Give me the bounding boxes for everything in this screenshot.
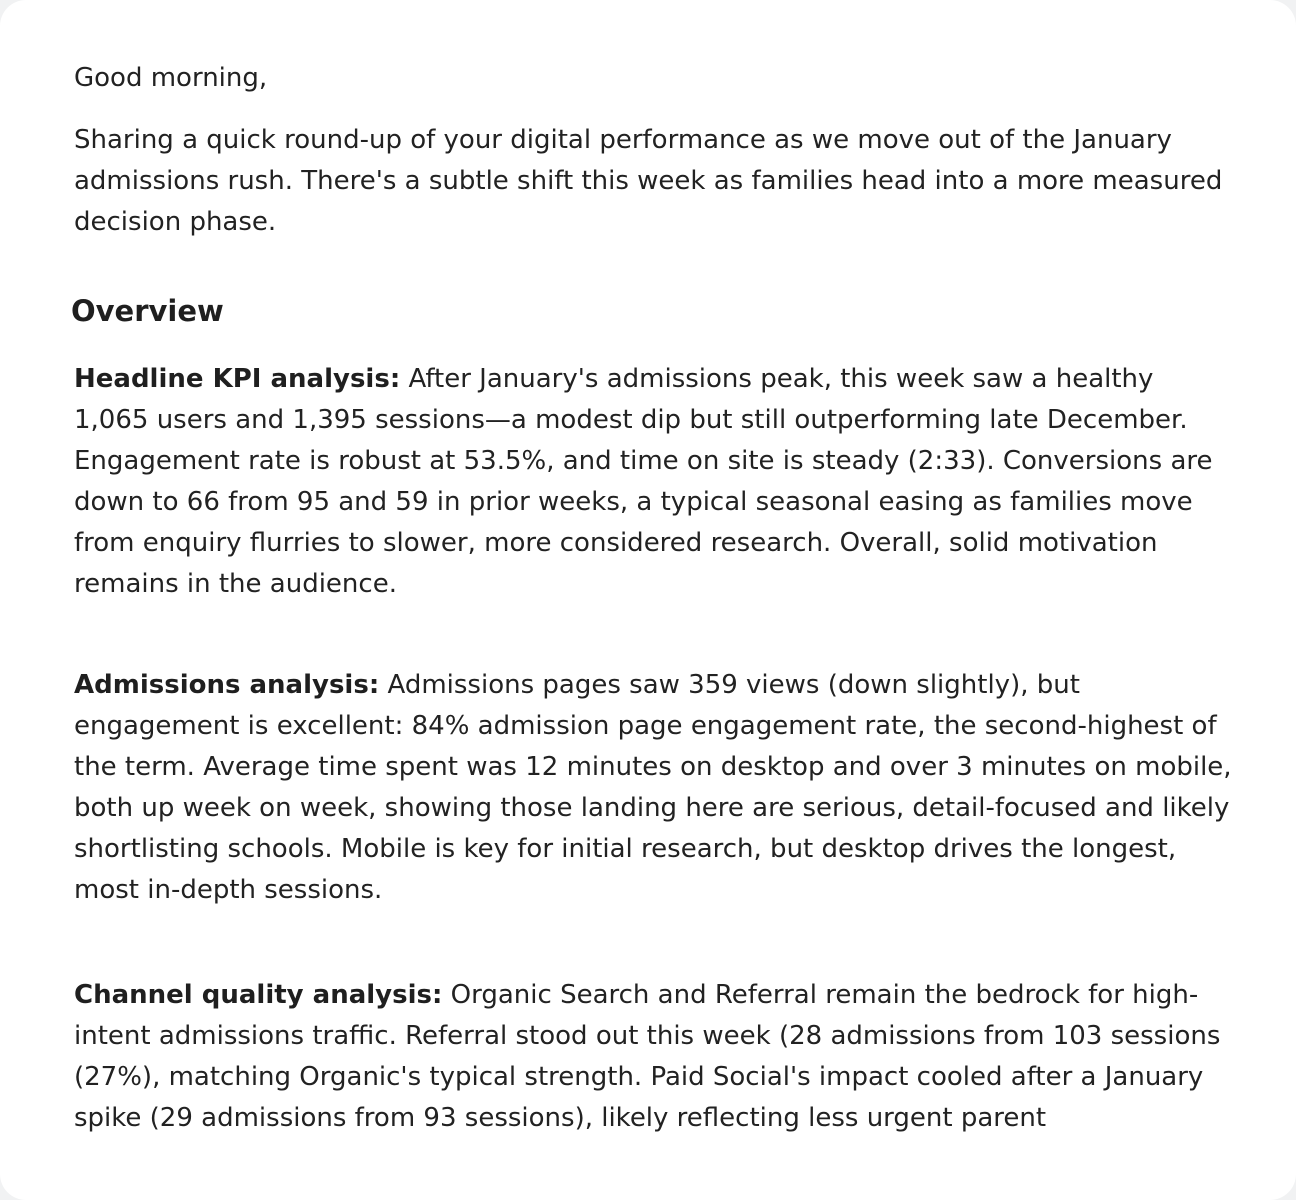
headline-kpi-paragraph — [74, 359, 1234, 605]
admissions-paragraph — [74, 665, 1234, 911]
headline-kpi-label: Headline KPI analysis: — [74, 364, 401, 394]
admissions-label: Admissions analysis: — [74, 670, 380, 700]
overview-heading: Overview — [71, 294, 224, 328]
intro-paragraph: Sharing a quick round-up of your digital performance as we move out of the January admissions rush. There's a subtle shift this week as families head into a more measured decision phase. — [74, 125, 1223, 237]
channel-quality-paragraph — [74, 975, 1234, 1139]
headline-kpi-text: After January's admissions peak, this week saw a healthy 1,065 users and 1,395 sessions—a modest dip but still outperforming late December. Engagement rate is robust at 53.5%, and time on site is steady (2:33). Conversions are down to 66 from 95 and 59 in prior weeks, a typical seasonal easing as families move from enquiry flurries to slower, more considered research. Overall, solid motivation remains in the audience. — [74, 364, 1213, 599]
channel-quality-text: Organic Search and Referral remain the bedrock for high-intent admissions traffic. Referral stood out this week (28 admissions from 103 sessions (27%), matching Organic's typical strength. Paid Social's impact cooled after a January spike (29 admissions from 93 sessions), likely reflecting less urgent parent — [74, 980, 1221, 1133]
message-content — [71, 58, 1234, 1139]
channel-quality-label: Channel quality analysis: — [74, 980, 443, 1010]
greeting-text: Good morning, — [74, 63, 268, 93]
admissions-text: Admissions pages saw 359 views (down slightly), but engagement is excellent: 84% admission page engagement rate, the second-highest of the term. Average time spent was 12 minutes on desktop and over 3 minutes on mobile, both up week on week, showing those landing here are serious, detail-focused and likely shortlisting schools. Mobile is key for initial research, but desktop drives the longest, most in-depth sessions. — [74, 670, 1232, 905]
